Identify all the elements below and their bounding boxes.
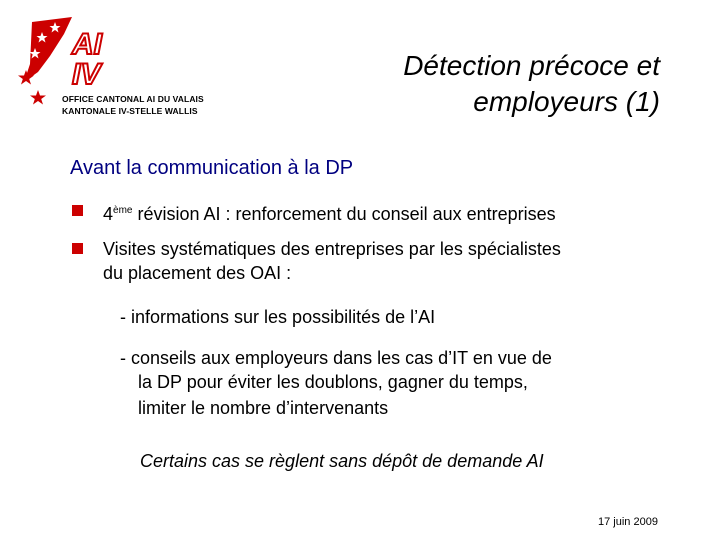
sub-item-continued: limiter le nombre d’intervenants: [138, 398, 389, 418]
italic-note: Certains cas se règlent sans dépôt de demande AI: [140, 451, 544, 471]
logo-text-line2: KANTONALE IV-STELLE WALLIS: [62, 106, 198, 116]
subheading: Avant la communication à la DP: [70, 157, 354, 179]
bullet-text-continued: du placement des OAI :: [103, 263, 292, 283]
sub-item: - conseils aux employeurs dans les cas d’IT en vue de: [120, 348, 552, 368]
bullet-text: 4: [103, 204, 114, 224]
bullet-text: révision AI : renforcement du conseil aux entreprises: [132, 204, 556, 224]
svg-text:AI: AI: [72, 28, 102, 61]
title-line2: employeurs (1): [473, 86, 660, 117]
bullet-square-icon: [72, 243, 83, 254]
ai-iv-logo: [10, 14, 210, 124]
svg-text:IV: IV: [72, 58, 101, 91]
title-line1: Détection précoce et: [403, 50, 660, 81]
bullet-text: Visites systématiques des entreprises par les spécialistes: [103, 239, 561, 259]
sub-item: - informations sur les possibilités de l’AI: [120, 307, 436, 327]
sub-item-continued: la DP pour éviter les doublons, gagner du temps,: [138, 372, 528, 392]
bullet-superscript: ème: [113, 205, 133, 216]
bullet-square-icon: [72, 205, 83, 216]
footer-date: 17 juin 2009: [598, 516, 658, 528]
slide-title: [240, 48, 660, 120]
logo-text-line1: OFFICE CANTONAL AI DU VALAIS: [62, 94, 204, 104]
